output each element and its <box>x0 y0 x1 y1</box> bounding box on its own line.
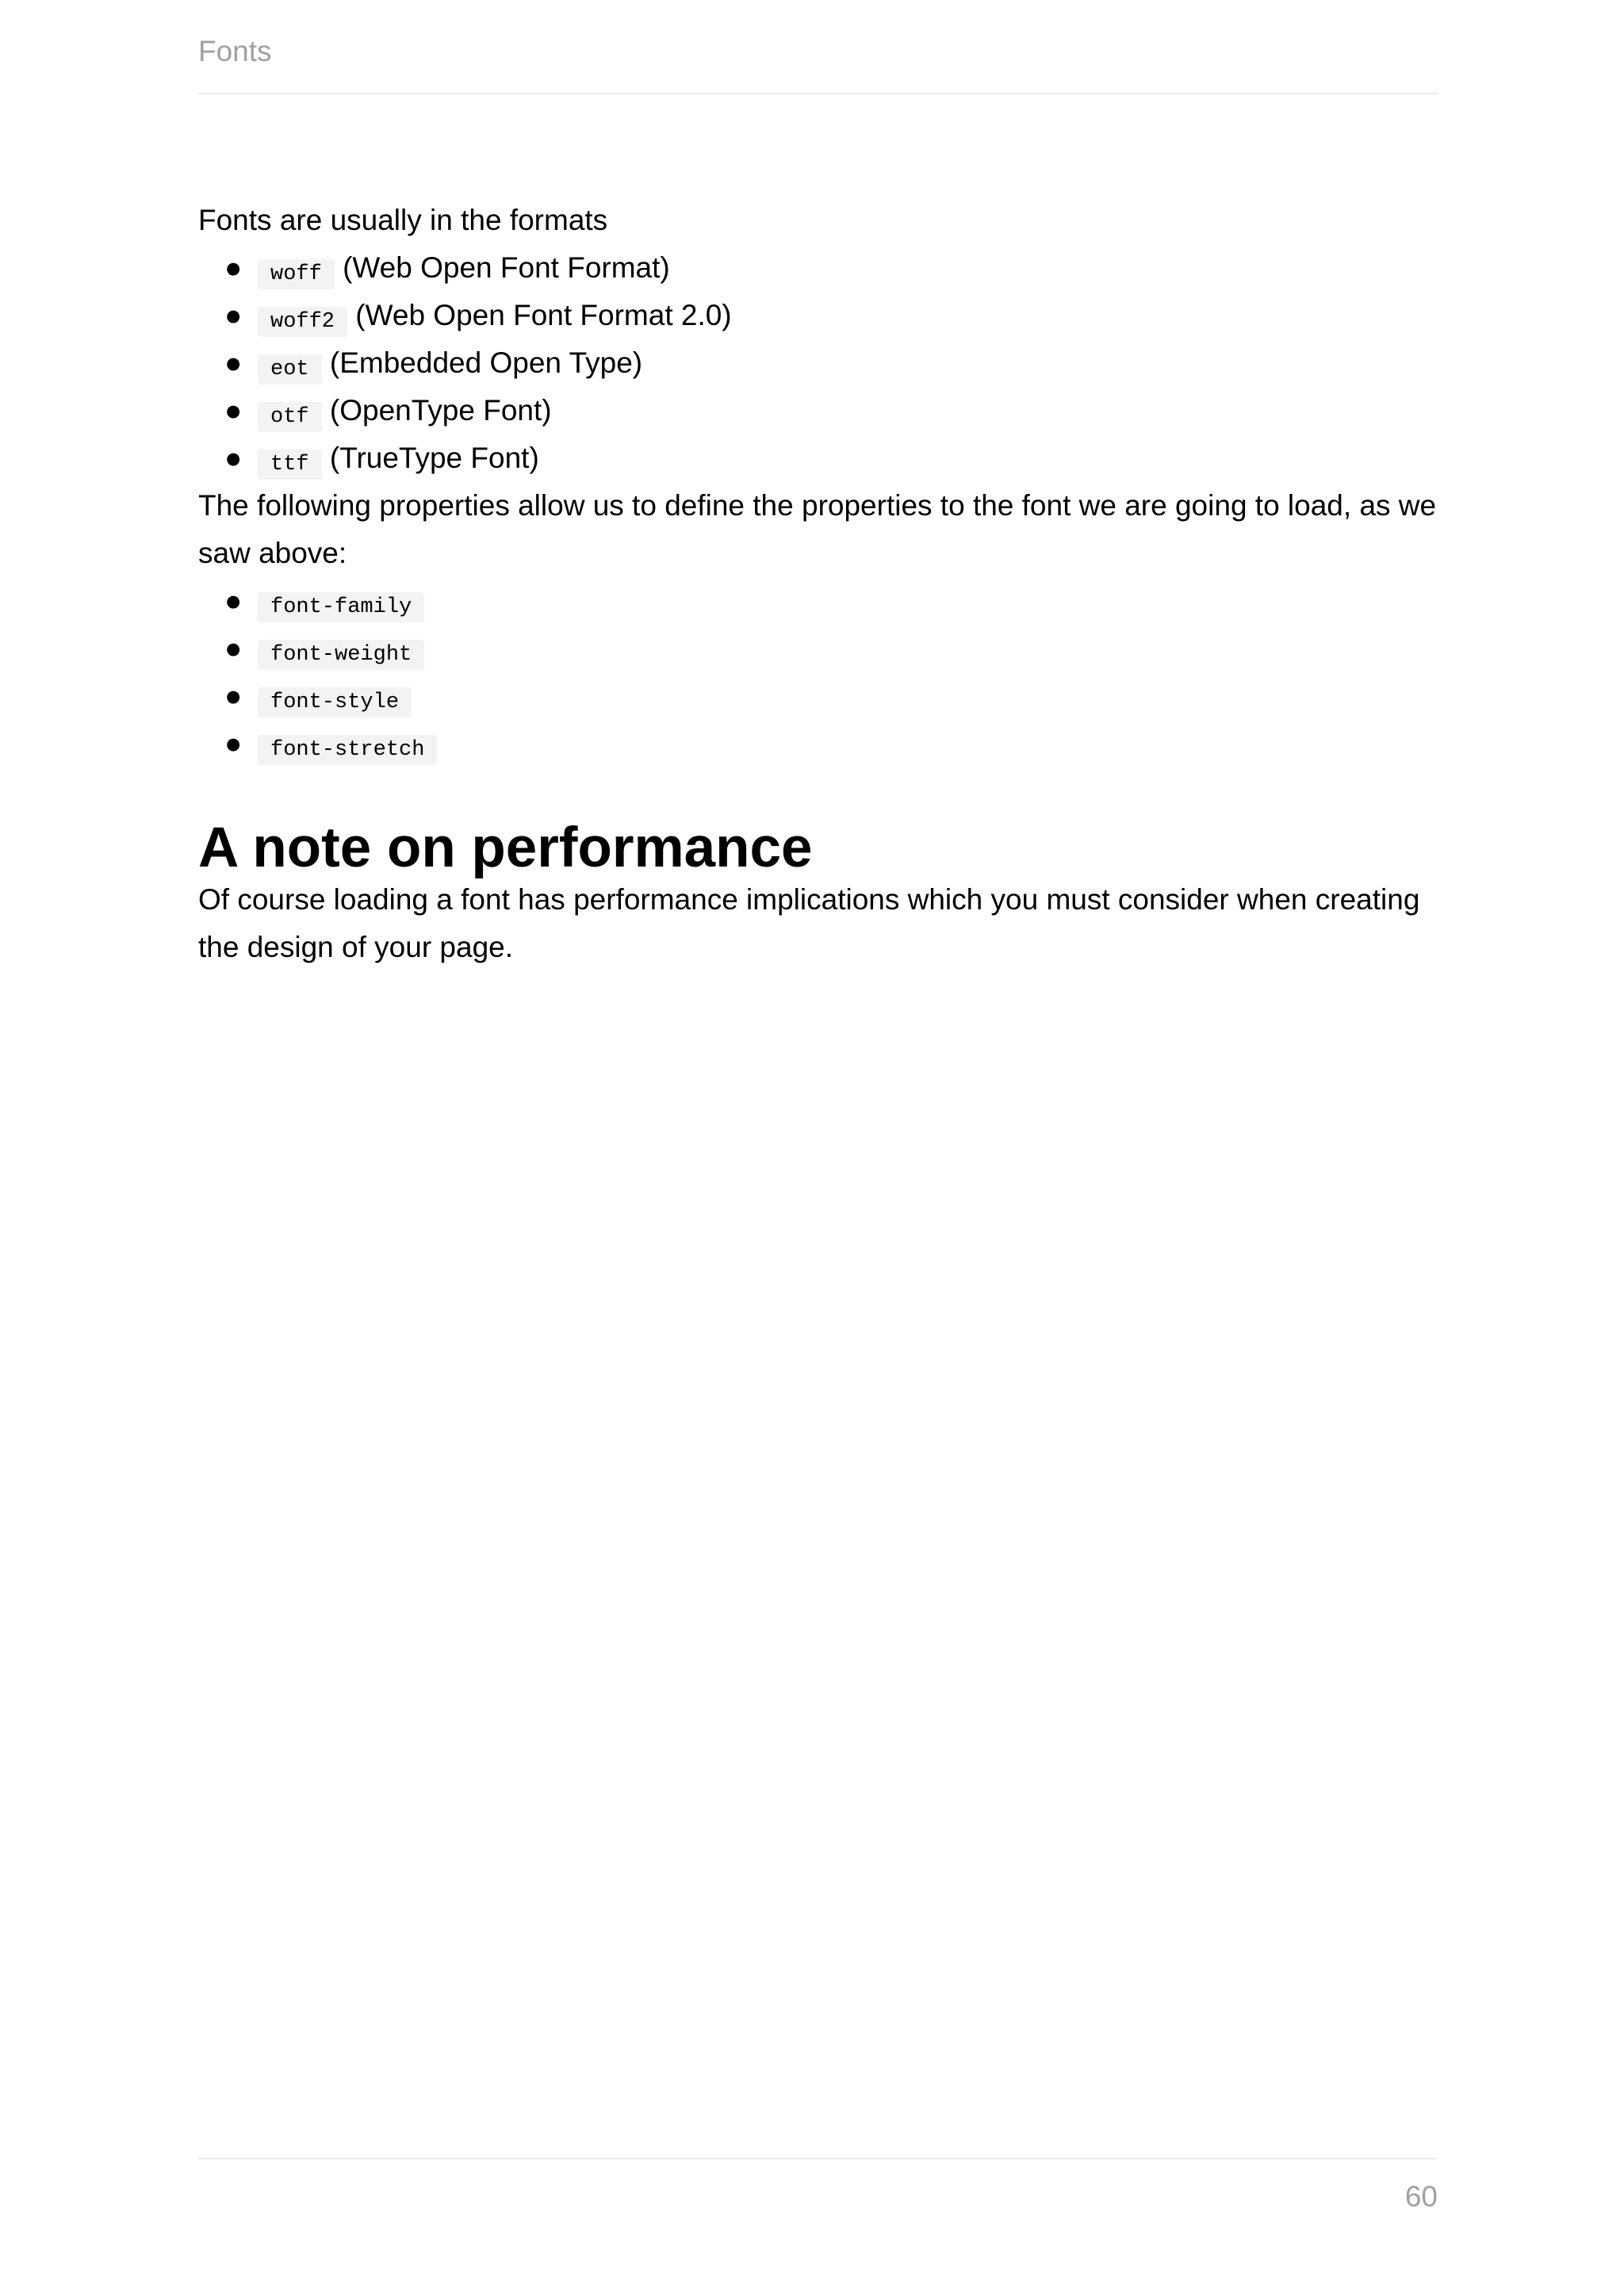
bullet-icon: ● <box>224 584 243 617</box>
inline-code: otf <box>258 402 322 432</box>
list-item <box>198 244 1438 292</box>
bullet-icon: ● <box>224 727 243 760</box>
page-content <box>198 197 1438 971</box>
inline-code: ttf <box>258 450 322 480</box>
bullet-icon: ● <box>224 632 243 664</box>
inline-code: eot <box>258 354 322 385</box>
bullet-icon: ● <box>224 679 243 712</box>
running-header: Fonts <box>198 35 272 67</box>
bullet-icon: ● <box>224 299 243 331</box>
font-formats-list <box>198 244 1438 482</box>
section-paragraph: Of course loading a font has performance implications which you must consider when creating the design of your page. <box>198 883 1420 963</box>
inline-code: woff <box>258 259 335 289</box>
list-item <box>198 339 1438 387</box>
bullet-icon: ● <box>224 442 243 474</box>
header-divider <box>198 93 1438 94</box>
bullet-icon: ● <box>224 346 243 379</box>
format-description: (Embedded Open Type) <box>329 346 643 379</box>
list-item <box>198 292 1438 339</box>
section-heading: A note on performance <box>198 817 813 879</box>
page-number: 60 <box>1404 2180 1438 2213</box>
list-item <box>198 577 1438 625</box>
list-item <box>198 625 1438 672</box>
bullet-icon: ● <box>224 394 243 427</box>
format-description: (Web Open Font Format 2.0) <box>355 299 732 331</box>
bullet-icon: ● <box>224 251 243 284</box>
footer-divider <box>198 2158 1438 2160</box>
list-item <box>198 720 1438 767</box>
font-properties-list <box>198 577 1438 767</box>
format-description: (TrueType Font) <box>329 442 539 474</box>
list-item <box>198 387 1438 434</box>
list-item <box>198 434 1438 482</box>
inline-code: font-style <box>258 687 412 718</box>
inline-code: font-stretch <box>258 735 437 765</box>
inline-code: font-family <box>258 592 424 622</box>
list-item <box>198 672 1438 720</box>
format-description: (OpenType Font) <box>329 394 552 427</box>
inline-code: woff2 <box>258 307 347 337</box>
intro-paragraph: Fonts are usually in the formats <box>198 204 608 236</box>
inline-code: font-weight <box>258 640 424 670</box>
properties-paragraph: The following properties allow us to define the properties to the font we are going to load, as we saw above: <box>198 489 1437 569</box>
document-page <box>198 0 1438 2296</box>
format-description: (Web Open Font Format) <box>343 251 670 284</box>
